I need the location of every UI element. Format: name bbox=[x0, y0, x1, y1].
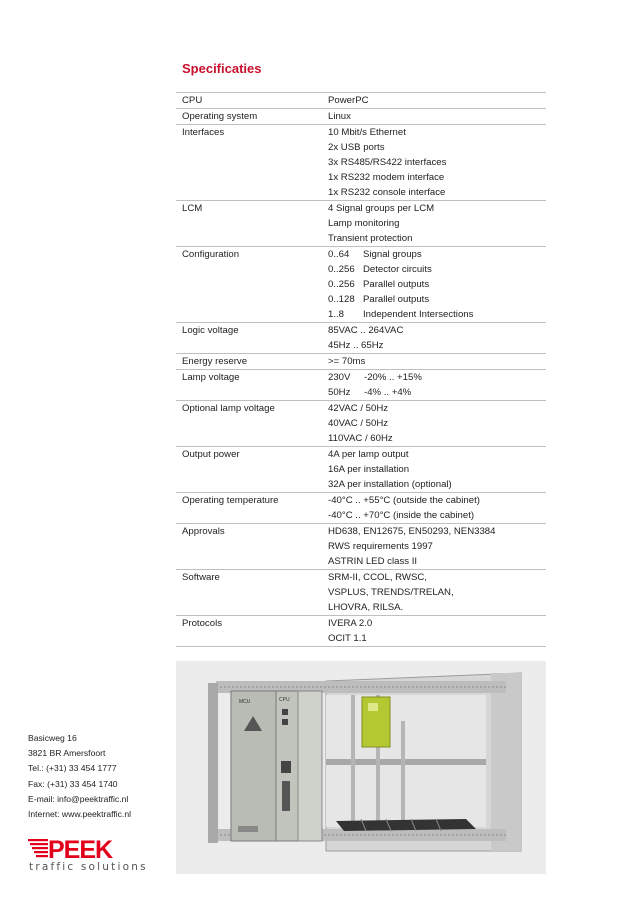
spec-values bbox=[328, 93, 546, 108]
spec-values bbox=[328, 354, 546, 369]
spec-value: Parallel outputs bbox=[363, 279, 430, 290]
spec-row bbox=[176, 615, 546, 647]
spec-value: 50Hz bbox=[328, 387, 351, 398]
spec-value-line bbox=[328, 539, 546, 554]
spec-value: VSPLUS, TRENDS/TRELAN, bbox=[328, 587, 454, 598]
spec-value: 85VAC .. 264VAC bbox=[328, 325, 404, 336]
spec-value: 1..8 bbox=[328, 309, 345, 320]
spec-values bbox=[328, 524, 546, 569]
spec-value: 230V bbox=[328, 372, 351, 383]
spec-value: 1x RS232 console interface bbox=[328, 187, 446, 198]
spec-row bbox=[176, 492, 546, 523]
spec-label: Output power bbox=[182, 449, 240, 460]
spec-values bbox=[328, 447, 546, 492]
spec-value-line bbox=[328, 401, 546, 416]
address-city: 3821 BR Amersfoort bbox=[28, 748, 106, 759]
spec-value: IVERA 2.0 bbox=[328, 618, 373, 629]
spec-value: 42VAC / 50Hz bbox=[328, 403, 389, 414]
spec-value-line bbox=[328, 416, 546, 431]
spec-value-line bbox=[328, 262, 546, 277]
spec-value-line bbox=[328, 185, 546, 200]
spec-value-line bbox=[328, 554, 546, 569]
spec-values bbox=[328, 201, 546, 246]
spec-value-line bbox=[328, 570, 546, 585]
contact-info bbox=[28, 731, 131, 822]
spec-value: 0..256 bbox=[328, 279, 355, 290]
spec-value: LHOVRA, RILSA. bbox=[328, 602, 404, 613]
spec-label: CPU bbox=[182, 95, 203, 106]
spec-value-line bbox=[328, 93, 546, 108]
spec-row bbox=[176, 369, 546, 400]
spec-value: -4% .. +4% bbox=[364, 387, 412, 398]
spec-value: 0..64 bbox=[328, 249, 350, 260]
spec-value: Lamp monitoring bbox=[328, 218, 400, 229]
spec-row bbox=[176, 400, 546, 446]
spec-values bbox=[328, 493, 546, 523]
spec-value-line bbox=[328, 585, 546, 600]
spec-value: -20% .. +15% bbox=[364, 372, 422, 383]
spec-value: 45Hz .. 65Hz bbox=[328, 340, 384, 351]
spec-row bbox=[176, 200, 546, 246]
spec-value-line bbox=[328, 307, 546, 322]
spec-value: 4A per lamp output bbox=[328, 449, 409, 460]
spec-value: ASTRIN LED class II bbox=[328, 556, 418, 567]
spec-label: LCM bbox=[182, 203, 203, 214]
spec-values bbox=[328, 570, 546, 615]
specifications-table bbox=[176, 92, 546, 647]
spec-value-line bbox=[328, 216, 546, 231]
logo-tagline: traffic solutions bbox=[29, 861, 148, 873]
spec-value: 16A per installation bbox=[328, 464, 410, 475]
cpu-label: CPU bbox=[279, 697, 290, 703]
spec-value: 4 Signal groups per LCM bbox=[328, 203, 435, 214]
spec-value: 40VAC / 50Hz bbox=[328, 418, 389, 429]
spec-value: -40°C .. +55°C (outside the cabinet) bbox=[328, 495, 480, 506]
page-title: Specificaties bbox=[182, 61, 262, 76]
spec-value-line bbox=[328, 140, 546, 155]
spec-label: Interfaces bbox=[182, 127, 225, 138]
address-street: Basicweg 16 bbox=[28, 733, 77, 743]
spec-value-line bbox=[328, 201, 546, 216]
spec-value-line bbox=[328, 600, 546, 615]
controller-rack-image bbox=[176, 661, 546, 874]
spec-label: Approvals bbox=[182, 526, 225, 537]
spec-value-line bbox=[328, 231, 546, 246]
spec-value-line bbox=[328, 125, 546, 140]
spec-label: Optional lamp voltage bbox=[182, 403, 275, 414]
spec-label: Energy reserve bbox=[182, 356, 248, 367]
spec-value-line bbox=[328, 247, 546, 262]
spec-values bbox=[328, 109, 546, 124]
spec-value-line bbox=[328, 277, 546, 292]
spec-value: HD638, EN12675, EN50293, NEN3384 bbox=[328, 526, 496, 537]
spec-row bbox=[176, 124, 546, 200]
spec-row bbox=[176, 108, 546, 124]
email: E-mail: info@peektraffic.nl bbox=[28, 793, 129, 804]
peek-logo bbox=[28, 836, 158, 880]
spec-value-line bbox=[328, 354, 546, 369]
spec-value: Detector circuits bbox=[363, 264, 432, 275]
spec-values bbox=[328, 125, 546, 200]
spec-value: 2x USB ports bbox=[328, 142, 385, 153]
spec-value: OCIT 1.1 bbox=[328, 633, 367, 644]
spec-values bbox=[328, 370, 546, 400]
spec-value-line bbox=[328, 447, 546, 462]
spec-value: SRM-II, CCOL, RWSC, bbox=[328, 572, 427, 583]
phone: Tel.: (+31) 33 454 1777 bbox=[28, 763, 117, 774]
spec-values bbox=[328, 323, 546, 353]
spec-value: Transient protection bbox=[328, 233, 413, 244]
spec-value-line bbox=[328, 292, 546, 307]
spec-value-line bbox=[328, 462, 546, 477]
logo-word: PEEK bbox=[48, 836, 113, 864]
website: Internet: www.peektraffic.nl bbox=[28, 809, 132, 820]
mcu-label: MCU bbox=[239, 699, 251, 705]
spec-value-line bbox=[328, 323, 546, 338]
fax: Fax: (+31) 33 454 1740 bbox=[28, 778, 118, 789]
spec-label: Lamp voltage bbox=[182, 372, 240, 383]
spec-value: 10 Mbit/s Ethernet bbox=[328, 127, 406, 138]
spec-row bbox=[176, 92, 546, 108]
spec-label: Configuration bbox=[182, 249, 240, 260]
spec-value-line bbox=[328, 524, 546, 539]
spec-value: 0..128 bbox=[328, 294, 355, 305]
spec-label: Protocols bbox=[182, 618, 222, 629]
spec-value-line bbox=[328, 508, 546, 523]
spec-value: Signal groups bbox=[363, 249, 422, 260]
spec-values bbox=[328, 401, 546, 446]
spec-row bbox=[176, 322, 546, 353]
spec-value-line bbox=[328, 370, 546, 385]
spec-label: Operating system bbox=[182, 111, 258, 122]
spec-value: 0..256 bbox=[328, 264, 355, 275]
spec-value-line bbox=[328, 338, 546, 353]
spec-row bbox=[176, 246, 546, 322]
spec-label: Software bbox=[182, 572, 220, 583]
spec-value: 3x RS485/RS422 interfaces bbox=[328, 157, 447, 168]
spec-value: 110VAC / 60Hz bbox=[328, 433, 393, 444]
spec-value-line bbox=[328, 493, 546, 508]
spec-label: Operating temperature bbox=[182, 495, 279, 506]
spec-value-line bbox=[328, 631, 546, 646]
spec-value-line bbox=[328, 431, 546, 446]
spec-value: -40°C .. +70°C (inside the cabinet) bbox=[328, 510, 475, 521]
spec-label: Logic voltage bbox=[182, 325, 239, 336]
spec-values bbox=[328, 616, 546, 646]
spec-row bbox=[176, 446, 546, 492]
spec-value: Parallel outputs bbox=[363, 294, 430, 305]
product-photo bbox=[176, 661, 546, 874]
spec-row bbox=[176, 353, 546, 369]
spec-value-line bbox=[328, 385, 546, 400]
spec-row bbox=[176, 569, 546, 615]
spec-value: PowerPC bbox=[328, 95, 369, 106]
spec-value-line bbox=[328, 170, 546, 185]
spec-value: 1x RS232 modem interface bbox=[328, 172, 445, 183]
spec-value-line bbox=[328, 616, 546, 631]
spec-value: >= 70ms bbox=[328, 356, 366, 367]
spec-value: Independent Intersections bbox=[363, 309, 474, 320]
spec-value: 32A per installation (optional) bbox=[328, 479, 452, 490]
spec-value: RWS requirements 1997 bbox=[328, 541, 433, 552]
spec-value-line bbox=[328, 109, 546, 124]
spec-value-line bbox=[328, 477, 546, 492]
spec-value: Linux bbox=[328, 111, 351, 122]
spec-row bbox=[176, 523, 546, 569]
spec-value-line bbox=[328, 155, 546, 170]
spec-values bbox=[328, 247, 546, 322]
